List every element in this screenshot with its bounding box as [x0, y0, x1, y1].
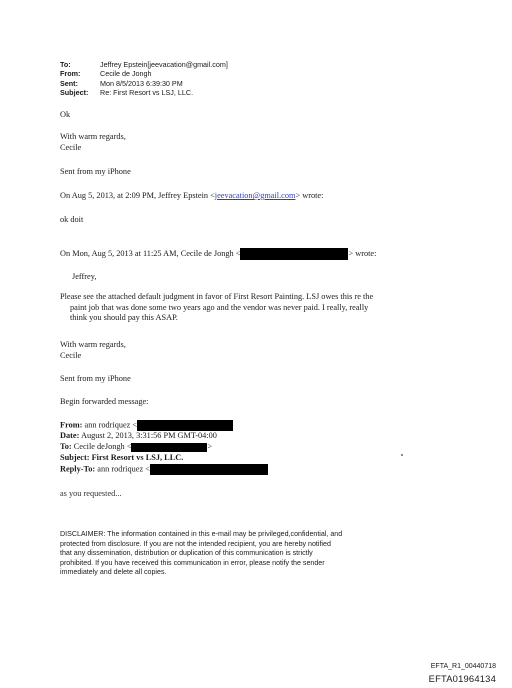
- greeting: Jeffrey,: [72, 272, 97, 281]
- paragraph-line-1: Please see the attached default judgment in favor of First Resort Painting. LSJ owes this re the: [60, 292, 374, 301]
- disclaimer: [60, 530, 342, 578]
- quote1-email-link[interactable]: jeevacation@gmail.com: [214, 191, 296, 200]
- redaction-box: [240, 248, 348, 260]
- regards-1: With warm regards,: [60, 132, 126, 141]
- fwd-subject-label: Subject:: [60, 453, 90, 462]
- disclaimer-line-5: immediately and delete all copies.: [60, 568, 167, 577]
- scan-speck: [401, 454, 403, 456]
- quote-line-1: [60, 191, 323, 202]
- header-from-row: [60, 69, 228, 78]
- disclaimer-line-4: prohibited. If you have received this communication in error, please notify the sender: [60, 558, 325, 567]
- reply-ok: Ok: [60, 110, 71, 119]
- message-paragraph: [60, 292, 460, 324]
- begin-forwarded: Begin forwarded message:: [60, 397, 149, 406]
- disclaimer-line-2: protected from disclosure. If you are not the intended recipient, you are hereby notified: [60, 539, 331, 548]
- fwd-date-row: [60, 431, 217, 442]
- fwd-date-value: August 2, 2013, 3:31:56 PM GMT-04:00: [80, 431, 217, 440]
- redaction-box: [137, 420, 233, 431]
- quote1-suffix: > wrote:: [295, 191, 324, 200]
- fwd-to-label: To:: [60, 442, 72, 451]
- paragraph-line-2: paint job that was done some two years ago and the vendor was never paid. I really, really: [70, 302, 369, 312]
- sent-label: Sent:: [60, 78, 78, 88]
- fwd-to-value: Cecile deJongh <: [73, 442, 132, 451]
- header-subject-row: [60, 88, 228, 97]
- redaction-box: [150, 464, 268, 475]
- as-requested: as you requested...: [60, 489, 122, 498]
- sent-value: Mon 8/5/2013 6:39:30 PM: [100, 78, 183, 88]
- fwd-to-close: >: [207, 442, 213, 451]
- document-id-small: EFTA_R1_00440718: [430, 663, 496, 670]
- to-value: Jeffrey Epstein[jeevacation@gmail.com]: [100, 60, 228, 69]
- from-value: Cecile de Jongh: [100, 69, 152, 79]
- signature-2: Cecile: [60, 351, 82, 360]
- fwd-replyto-label: Reply-To:: [60, 464, 96, 474]
- email-header: [60, 60, 228, 98]
- reply-ok-doit: ok doit: [60, 215, 84, 224]
- disclaimer-line-1: DISCLAIMER: The information contained in this e-mail may be privileged,confidential, and: [60, 530, 343, 538]
- regards-2: With warm regards,: [60, 340, 126, 349]
- quote-line-2: [60, 248, 376, 260]
- to-label: To:: [60, 60, 71, 69]
- header-to-row: [60, 60, 228, 69]
- fwd-from-label: From:: [60, 420, 83, 430]
- subject-label: Subject:: [60, 88, 89, 98]
- fwd-from-row: [60, 420, 233, 431]
- fwd-from-value: ann rodriquez <: [84, 420, 138, 430]
- fwd-subject-row: [60, 453, 183, 464]
- fwd-replyto-row: [60, 464, 268, 475]
- fwd-to-row: [60, 442, 212, 453]
- sent-from-iphone-2: Sent from my iPhone: [60, 374, 131, 383]
- sent-from-iphone-1: Sent from my iPhone: [60, 167, 131, 176]
- redaction-box: [131, 443, 207, 452]
- from-label: From:: [60, 69, 81, 79]
- quote2-suffix: > wrote:: [348, 248, 377, 258]
- subject-value: Re: First Resort vs LSJ, LLC.: [100, 88, 194, 98]
- signature-1: Cecile: [60, 143, 82, 152]
- disclaimer-line-3: that any dissemination, distribution or duplication of this communication is strictly: [60, 549, 313, 558]
- document-id-large: EFTA01964134: [428, 673, 496, 684]
- quote1-prefix: On Aug 5, 2013, at 2:09 PM, Jeffrey Epstein <: [60, 191, 215, 200]
- quote2-prefix: On Mon, Aug 5, 2013 at 11:25 AM, Cecile de Jongh <: [60, 248, 241, 258]
- fwd-subject-value: First Resort vs LSJ, LLC.: [91, 453, 184, 462]
- fwd-replyto-value: ann rodriquez <: [97, 464, 150, 474]
- header-sent-row: [60, 79, 228, 88]
- paragraph-line-3: think you should pay this ASAP.: [70, 313, 178, 322]
- fwd-date-label: Date:: [60, 431, 80, 440]
